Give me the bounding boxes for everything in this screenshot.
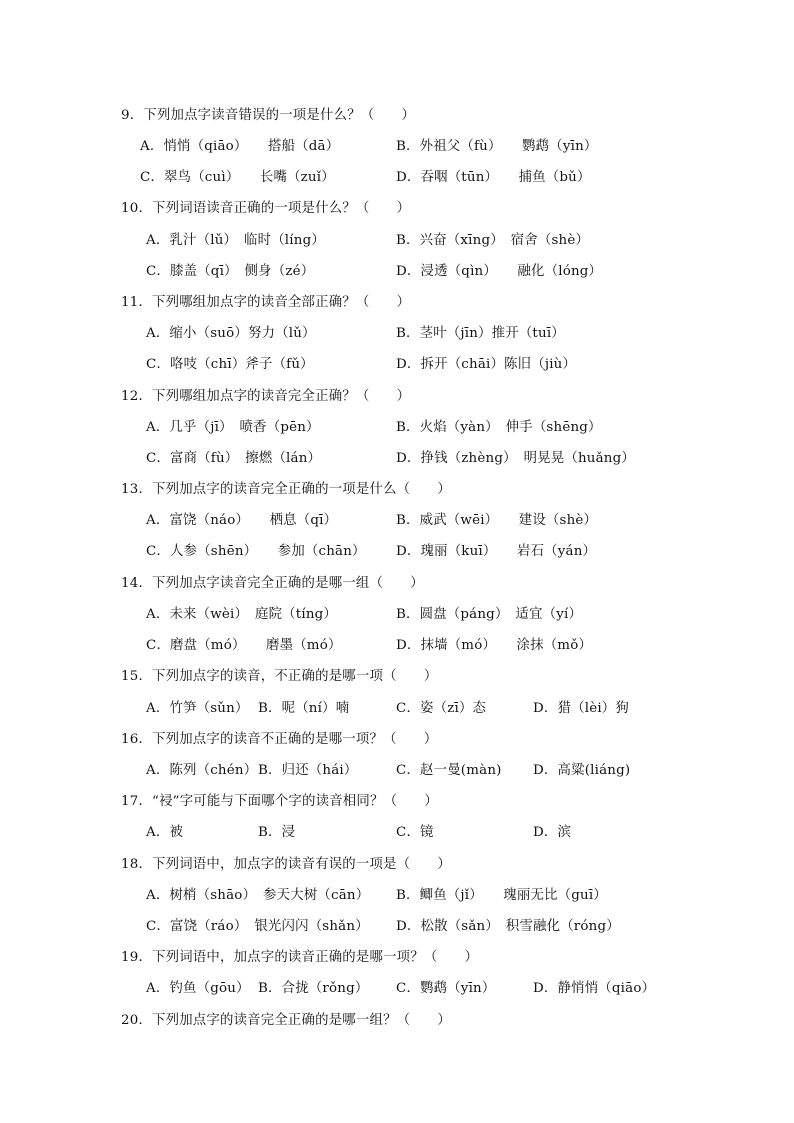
question-9-option-c: C．翠鸟（cuì） 长嘴（zuǐ）: [140, 170, 335, 185]
question-18-option-b: B．鲫鱼（jǐ） 瑰丽无比（guī）: [396, 888, 607, 903]
question-10-option-c: C．膝盖（qī） 侧身（zé）: [146, 264, 315, 279]
question-10-option-b: B．兴奋（xīng） 宿舍（shè）: [396, 233, 590, 248]
question-13-option-c: C．人参（shēn） 参加（chān）: [146, 544, 366, 559]
question-19-option-c: C．鹦鹉（yīn）: [396, 981, 496, 996]
question-12-option-d: D．挣钱（zhèng） 明晃晃（huǎng）: [396, 451, 635, 466]
question-13-option-d: D．瑰丽（kuī） 岩石（yán）: [396, 544, 597, 559]
question-19-stem: 19．下列词语中，加点字的读音正确的是哪一项？（ ）: [121, 950, 479, 965]
question-19-option-d: D．静悄悄（qiāo）: [533, 981, 656, 996]
question-15-option-d: D．猎（lèi）狗: [533, 701, 629, 716]
question-11-option-b: B．茎叶（jīn）推开（tuī）: [396, 326, 565, 341]
question-18-option-a: A．树梢（shāo） 参天大树（cān）: [146, 888, 370, 903]
question-11-option-c: C．咯吱（chī）斧子（fǔ）: [146, 357, 314, 372]
question-17-option-c: C．镜: [396, 825, 434, 840]
question-9-option-b: B．外祖父（fù） 鹦鹉（yīn）: [396, 139, 598, 154]
question-15-option-c: C．姿（zī）态: [396, 701, 487, 716]
question-9-stem: 9．下列加点字读音错误的一项是什么？（ ）: [121, 108, 416, 123]
question-20-stem: 20．下列加点字的读音完全正确的是哪一组？（ ）: [121, 1013, 452, 1028]
question-14-option-c: C．磨盘（mó） 磨墨（mó）: [146, 638, 342, 653]
question-17-option-b: B．浸: [258, 825, 296, 840]
question-15-option-a: A．竹笋（sǔn）: [146, 701, 249, 716]
question-14-option-a: A．未来（wèi） 庭院（tíng）: [146, 607, 338, 622]
question-11-option-d: D．拆开（chāi）陈旧（jiù）: [396, 357, 577, 372]
question-10-option-d: D．浸透（qìn） 融化（lóng）: [396, 264, 603, 279]
question-16-option-c: C．赵一曼(màn): [396, 763, 502, 778]
question-16-option-b: B．归还（hái）: [258, 763, 358, 778]
question-14-option-b: B．圆盘（páng） 适宜（yí）: [396, 607, 583, 622]
question-13-option-b: B．威武（wēi） 建设（shè）: [396, 513, 598, 528]
question-18-option-c: C．富饶（ráo） 银光闪闪（shǎn）: [146, 919, 369, 934]
question-15-stem: 15．下列加点字的读音，不正确的是哪一项（ ）: [121, 669, 438, 684]
question-9-option-d: D．吞咽（tūn） 捕鱼（bǔ）: [396, 170, 591, 185]
question-15-option-b: B．呢（ní）喃: [258, 701, 350, 716]
question-13-stem: 13．下列加点字的读音完全正确的一项是什么（ ）: [121, 482, 452, 497]
question-11-stem: 11．下列哪组加点字的读音全部正确？（ ）: [121, 295, 411, 310]
question-17-option-d: D．滨: [533, 825, 572, 840]
question-11-option-a: A．缩小（suō）努力（lǔ）: [146, 326, 316, 341]
question-14-option-d: D．抹墙（mó） 涂抹（mǒ）: [396, 638, 593, 653]
question-10-stem: 10．下列词语读音正确的一项是什么？（ ）: [121, 201, 411, 216]
question-17-stem: 17．“祲”字可能与下面哪个字的读音相同？（ ）: [121, 794, 438, 809]
question-16-option-a: A．陈列（chén）: [146, 763, 258, 778]
question-18-option-d: D．松散（sǎn） 积雪融化（róng）: [396, 919, 620, 934]
question-12-option-c: C．富商（fù） 擦燃（lán）: [146, 451, 322, 466]
question-9-option-a: A．悄悄（qiāo） 搭船（dā）: [140, 139, 340, 154]
question-16-option-d: D．高粱(liáng): [533, 763, 631, 778]
question-19-option-b: B．合拢（rǒng）: [258, 981, 369, 996]
question-16-stem: 16．下列加点字的读音不正确的是哪一项？（ ）: [121, 732, 438, 747]
question-14-stem: 14．下列加点字读音完全正确的是哪一组（ ）: [121, 576, 424, 591]
question-10-option-a: A．乳汁（lǔ） 临时（líng）: [146, 233, 325, 248]
question-19-option-a: A．钓鱼（gōu）: [146, 981, 250, 996]
question-12-option-a: A．几乎（jī） 喷香（pēn）: [146, 420, 320, 435]
question-12-option-b: B．火焰（yàn） 伸手（shēng）: [396, 420, 602, 435]
question-17-option-a: A．被: [146, 825, 184, 840]
question-12-stem: 12．下列哪组加点字的读音完全正确？（ ）: [121, 389, 411, 404]
question-13-option-a: A．富饶（náo） 栖息（qī）: [146, 513, 338, 528]
question-18-stem: 18．下列词语中，加点字的读音有误的一项是（ ）: [121, 857, 452, 872]
